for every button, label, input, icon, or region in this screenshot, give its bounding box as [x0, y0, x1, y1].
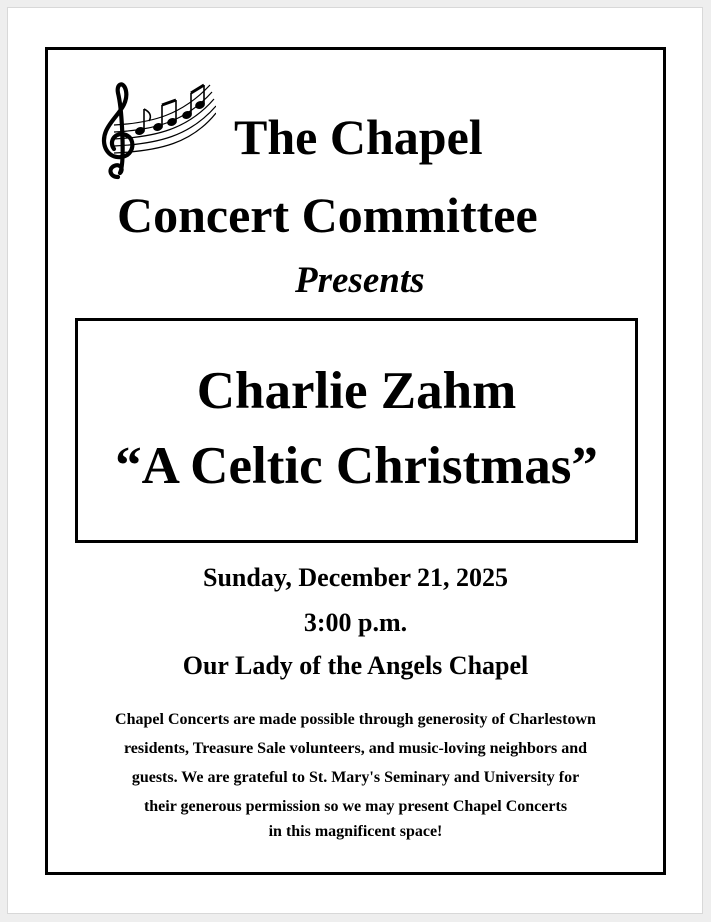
notice-line: residents, Treasure Sale volunteers, and music-loving neighbors and: [123, 740, 587, 757]
event-time: 3:00 p.m.: [303, 608, 408, 637]
notice-line: their generous permission so we may present Chapel Concerts: [143, 798, 568, 815]
event-venue: Our Lady of the Angels Chapel: [182, 651, 529, 680]
feature-box: [75, 318, 638, 543]
flyer-border: [45, 47, 666, 875]
performer-name: Charlie Zahm: [196, 362, 517, 420]
event-date: Sunday, December 21, 2025: [202, 563, 509, 592]
title-line-1: The Chapel: [234, 109, 483, 165]
title-line-2: Concert Committee: [117, 187, 538, 243]
notice-line: Chapel Concerts are made possible through generosity of Charlestown: [115, 711, 596, 728]
notice-paragraph: [68, 705, 643, 821]
flyer-page: [7, 7, 703, 914]
show-title: “A Celtic Christmas”: [115, 437, 598, 495]
treble-clef-music-notes-icon: [92, 79, 216, 181]
notice-closing-line: in this magnificent space!: [268, 823, 443, 840]
presents-label: Presents: [295, 260, 425, 301]
notice-line: guests. We are grateful to St. Mary's Seminary and University for: [131, 769, 580, 786]
